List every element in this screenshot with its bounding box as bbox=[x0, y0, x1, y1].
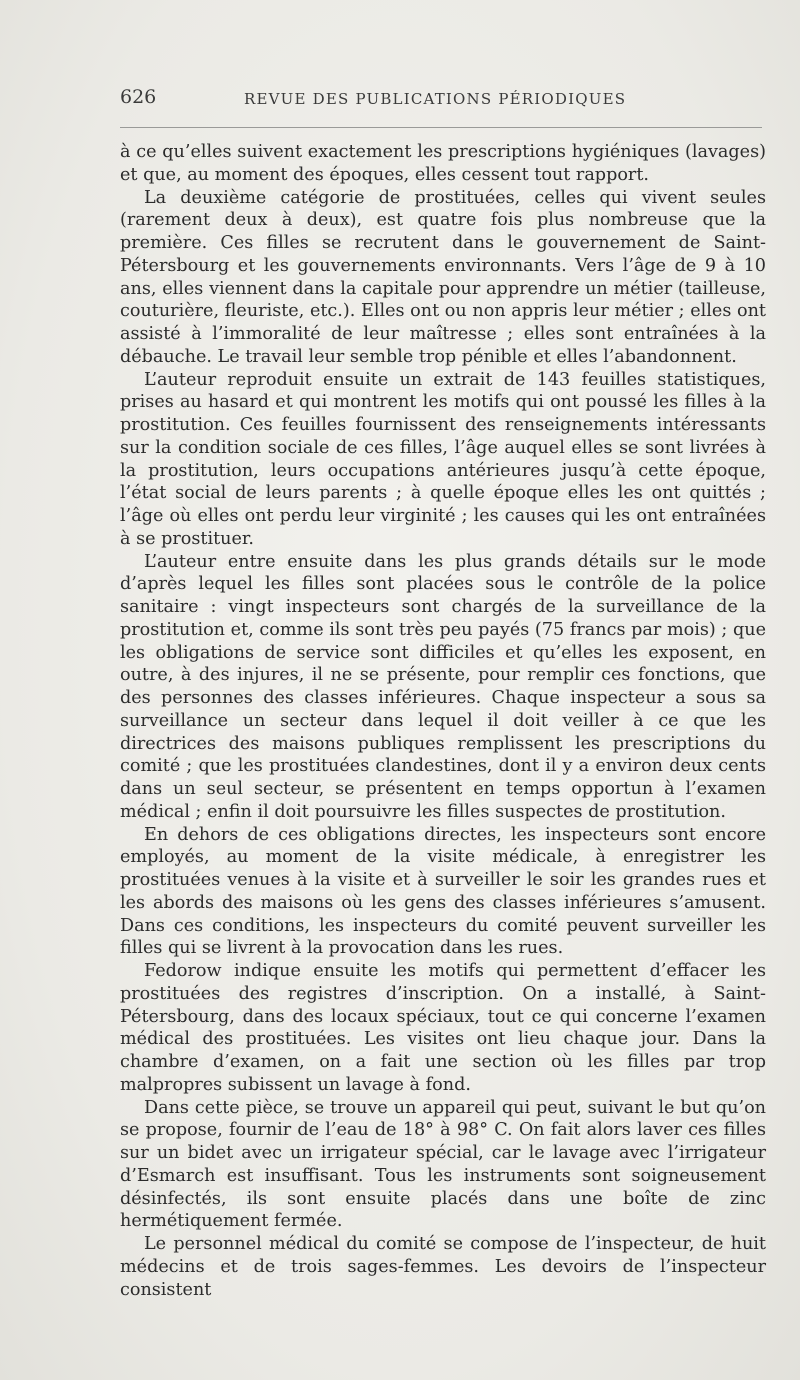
body-text bbox=[120, 141, 766, 1301]
paragraph: à ce qu’elles suivent exactement les prescriptions hygiéniques (lavages) et que, au moment des époques, elles cessent tout rapport. bbox=[120, 142, 766, 185]
page-number: 626 bbox=[120, 86, 157, 108]
header-rule bbox=[120, 127, 762, 128]
paragraph: Dans cette pièce, se trouve un appareil qui peut, suivant le but qu’on se propose, fournir de l’eau de 18° à 98° C. On fait alors laver ces filles sur un bidet avec un irrigateur spécial, car le lavage avec l’irrigateur d’Esmarch est insuffisant. Tous les instruments sont soigneusement désinfectés, ils sont ensuite placés dans une boîte de zinc hermétiquement fermée. bbox=[120, 1097, 766, 1232]
paragraph: Fedorow indique ensuite les motifs qui permettent d’effacer les prostituées des registres d’inscription. On a installé, à Saint-Pétersbourg, dans des locaux spéciaux, tout ce qui concerne l’examen médical des prostituées. Les visites ont lieu chaque jour. Dans la chambre d’examen, on a fait une section où les filles par trop malpropres subissent un lavage à fond. bbox=[120, 961, 766, 1095]
paragraph: Le personnel médical du comité se compose de l’inspecteur, de huit médecins et de trois sages-femmes. Les devoirs de l’inspecteur consistent bbox=[120, 1234, 766, 1300]
paragraph: L’auteur entre ensuite dans les plus grands détails sur le mode d’après lequel les filles sont placées sous le contrôle de la police sanitaire : vingt inspecteurs sont chargés de la surveillance de la prostitution et, comme ils sont très peu payés (75 francs par mois) ; que les obligations de service sont difficiles et qu’elles les exposent, en outre, à des injures, il ne se présente, pour remplir ces fonctions, que des personnes des classes inférieures. Chaque inspecteur a sous sa surveillance un secteur dans lequel il doit veiller à ce que les directrices des maisons publiques remplissent les prescriptions du comité ; que les prostituées clandestines, dont il y a environ deux cents dans un seul secteur, se présentent en temps opportun à l’examen médical ; enfin il doit poursuivre les filles suspectes de prostitution. bbox=[120, 551, 766, 822]
paragraph: La deuxième catégorie de prostituées, celles qui vivent seules (rarement deux à deux), est quatre fois plus nombreuse que la première. Ces filles se recrutent dans le gouvernement de Saint-Pétersbourg et les gouvernements environnants. Vers l’âge de 9 à 10 ans, elles viennent dans la capitale pour apprendre un métier (tailleuse, couturière, fleuriste, etc.). Elles ont ou non appris leur métier ; elles ont assisté à l’immoralité de leur maîtresse ; elles sont entraînées à la débauche. Le travail leur semble trop pénible et elles l’abandonnent. bbox=[120, 187, 766, 367]
running-title: REVUE DES PUBLICATIONS PÉRIODIQUES bbox=[244, 90, 627, 108]
paragraph: En dehors de ces obligations directes, les inspecteurs sont encore employés, au moment de la visite médicale, à enregistrer les prostituées venues à la visite et à surveiller le soir les grandes rues et les abords des maisons où les gens des classes inférieures s’amusent. Dans ces conditions, les inspecteurs du comité peuvent surveiller les filles qui se livrent à la provocation dans les rues. bbox=[120, 824, 766, 959]
paragraph: L’auteur reproduit ensuite un extrait de 143 feuilles statistiques, prises au hasard et qui montrent les motifs qui ont poussé les filles à la prostitution. Ces feuilles fournissent des renseignements intéressants sur la condition sociale de ces filles, l’âge auquel elles se sont livrées à la prostitution, leurs occupations antérieures jusqu’à cette époque, l’état social de leurs parents ; à quelle époque elles les ont quittés ; l’âge où elles ont perdu leur virginité ; les causes qui les ont entraînées à se prostituer. bbox=[120, 369, 766, 549]
page-header bbox=[120, 84, 760, 114]
